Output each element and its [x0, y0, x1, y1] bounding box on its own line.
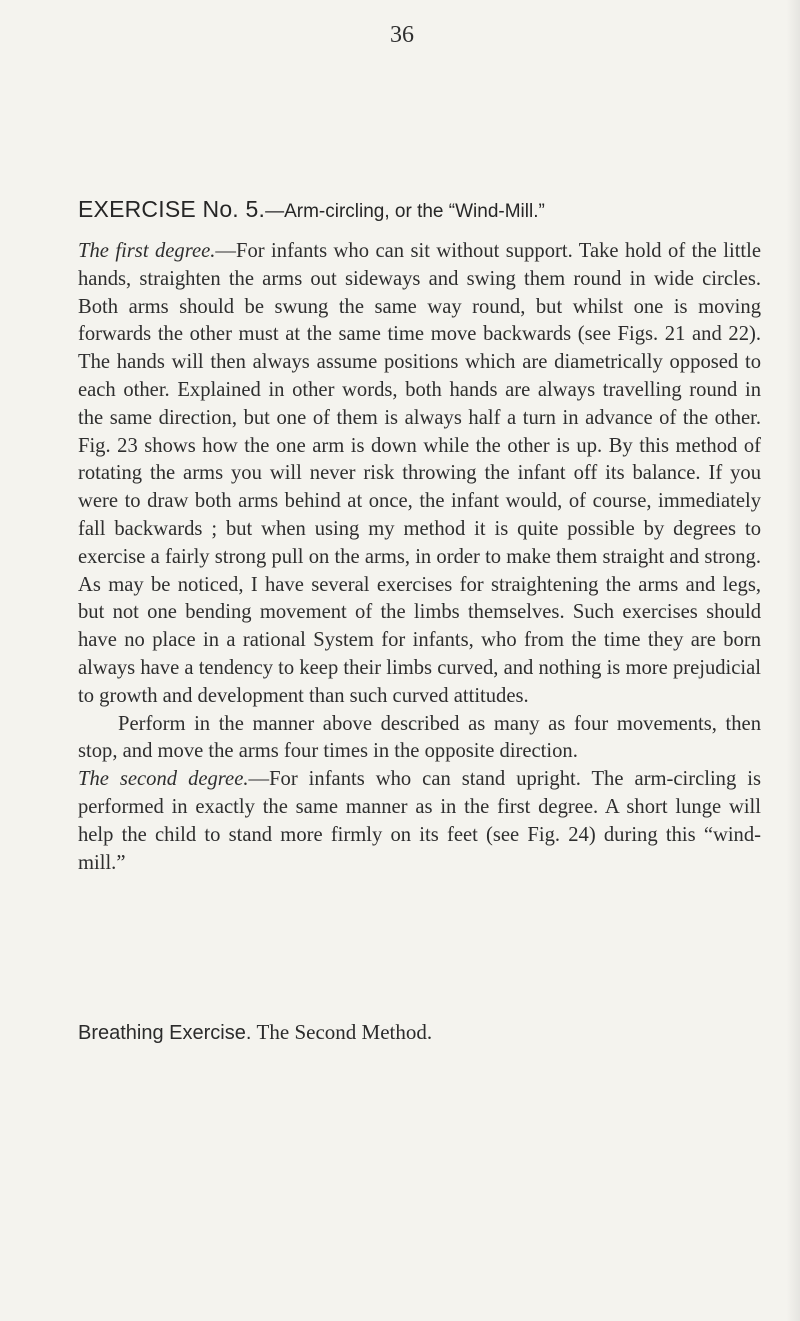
exercise-subtitle: —Arm-circling, or the “Wind-Mill.”: [265, 201, 545, 222]
paragraph-second-degree: [78, 766, 761, 877]
exercise-heading: [78, 196, 758, 223]
first-degree-text: —For infants who can sit without support. Take hold of the little hands, straighten the arms out sideways and swing them round in wide circles. Both arms should be swung the same way round, but whilst one is moving forwards the other must at the same time move backwards (see Figs. 21 and 22). The hands will then always assume positions which are diametrically opposed to each other. Explained in other words, both hands are always travelling round in the same direction, but one of them is always half a turn in advance of the other. Fig. 23 shows how the one arm is down while the other is up. By this method of rotating the arms you will never risk throwing the infant off its balance. If you were to draw both arms behind at once, the infant would, of course, immediately fall backwards ; but when using my method it is quite possible by degrees to exercise a fairly strong pull on the arms, in order to make them straight and strong. As may be noticed, I have several exercises for straightening the arms and legs, but not one bending movement of the limbs themselves. Such exercises should have no place in a rational System for infants, who from the time they are born always have a tendency to keep their limbs curved, and nothing is more prejudicial to growth and development than such curved attitudes.: [78, 240, 762, 707]
perform-text: Perform in the manner above described as many as four movements, then stop, and move the arms four times in the opposite direction.: [78, 712, 761, 763]
breathing-heading: [78, 1020, 758, 1045]
page-number: 36: [390, 22, 414, 48]
paragraph-first-degree: [78, 238, 761, 711]
paragraph-perform: [78, 711, 761, 767]
exercise-title: EXERCISE No. 5.: [78, 196, 266, 222]
first-degree-label: The first degree.: [78, 240, 216, 262]
second-degree-label: The second degree.: [78, 768, 249, 791]
page-edge-shadow: [786, 0, 800, 1321]
exercise-body: [78, 238, 761, 877]
breathing-label: Breathing Exercise.: [78, 1022, 252, 1044]
second-degree-text: —For infants who can stand upright. The arm-circling is performed in exactly the same manner as in the first degree. A short lunge will help the child to stand more firmly on its feet (see Fig. 24) during this “wind-mill.”: [78, 768, 761, 874]
breathing-method: The Second Method.: [256, 1020, 433, 1044]
